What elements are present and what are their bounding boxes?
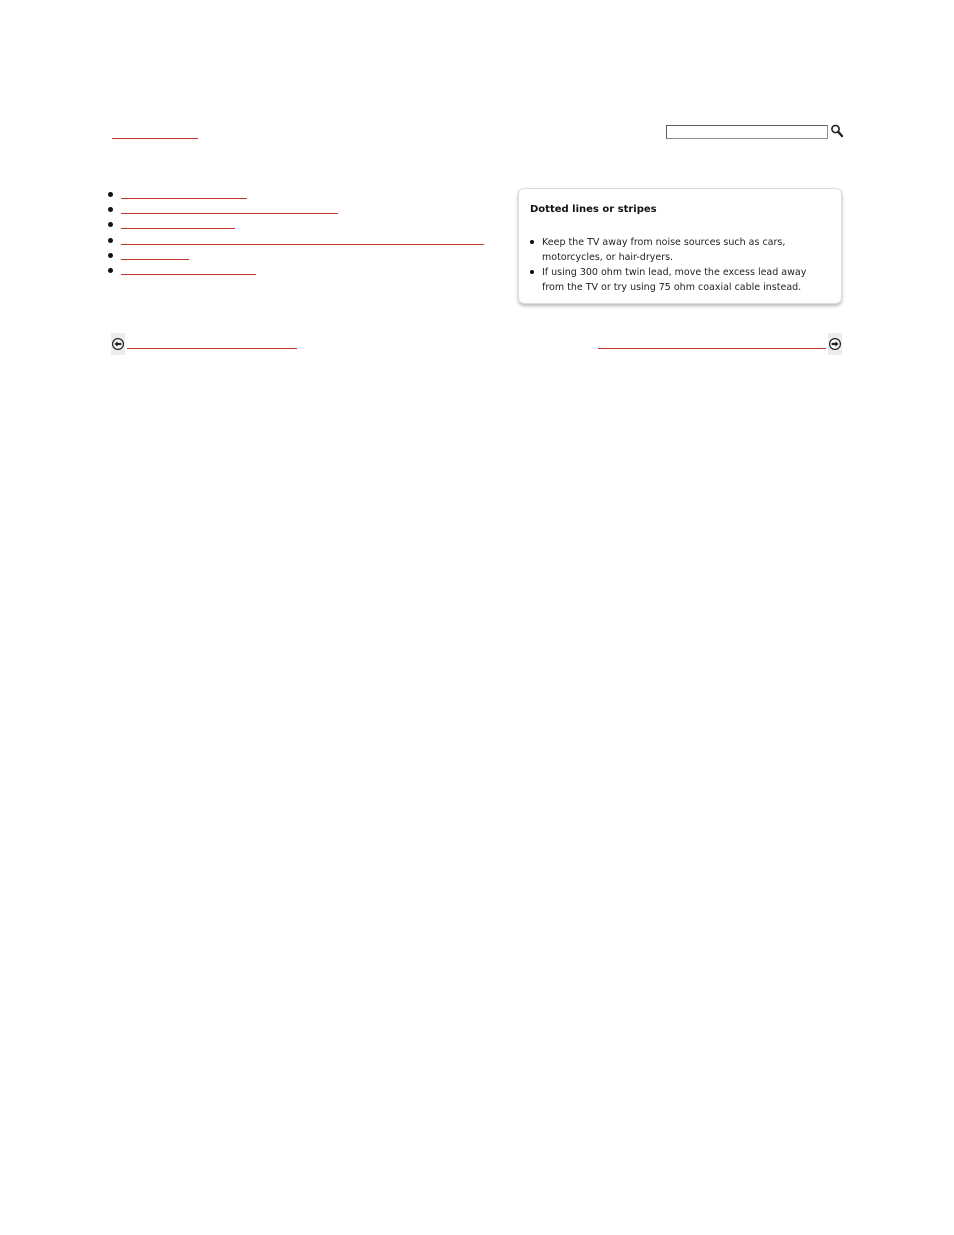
bullet [108, 238, 113, 243]
tip-item: Keep the TV away from noise sources such as cars, motorcycles, or hair-dryers. [530, 235, 830, 265]
tip-item: If using 300 ohm twin lead, move the excess lead away from the TV or try using 75 ohm coaxial cable instead. [530, 265, 830, 295]
topic-link[interactable] [121, 234, 484, 245]
prev-page-button[interactable] [111, 333, 125, 355]
prev-page-link[interactable] [127, 338, 297, 349]
list-item [108, 218, 484, 233]
bullet [108, 222, 113, 227]
topic-link[interactable] [121, 249, 189, 260]
search-button[interactable] [830, 123, 844, 139]
top-nav-link[interactable] [112, 124, 198, 139]
topic-link[interactable] [121, 264, 256, 275]
bullet [108, 253, 113, 258]
bullet [108, 192, 113, 197]
list-item [108, 234, 484, 249]
next-page-link[interactable] [598, 338, 826, 349]
tip-card [518, 188, 842, 304]
arrow-right-circle-icon [829, 338, 841, 350]
magnifier-icon [830, 123, 844, 139]
topic-link[interactable] [121, 203, 338, 214]
bullet [108, 207, 113, 212]
arrow-left-circle-icon [112, 338, 124, 350]
list-item [108, 203, 484, 218]
topic-link[interactable] [121, 218, 235, 229]
search-input[interactable] [666, 125, 828, 139]
tip-list [530, 235, 830, 295]
topic-link[interactable] [121, 188, 247, 199]
list-item [108, 249, 484, 264]
bullet [108, 268, 113, 273]
list-item [108, 188, 484, 203]
tip-title: Dotted lines or stripes [530, 204, 657, 215]
topic-link-list [108, 188, 484, 279]
list-item [108, 264, 484, 279]
next-page-button[interactable] [828, 333, 842, 355]
